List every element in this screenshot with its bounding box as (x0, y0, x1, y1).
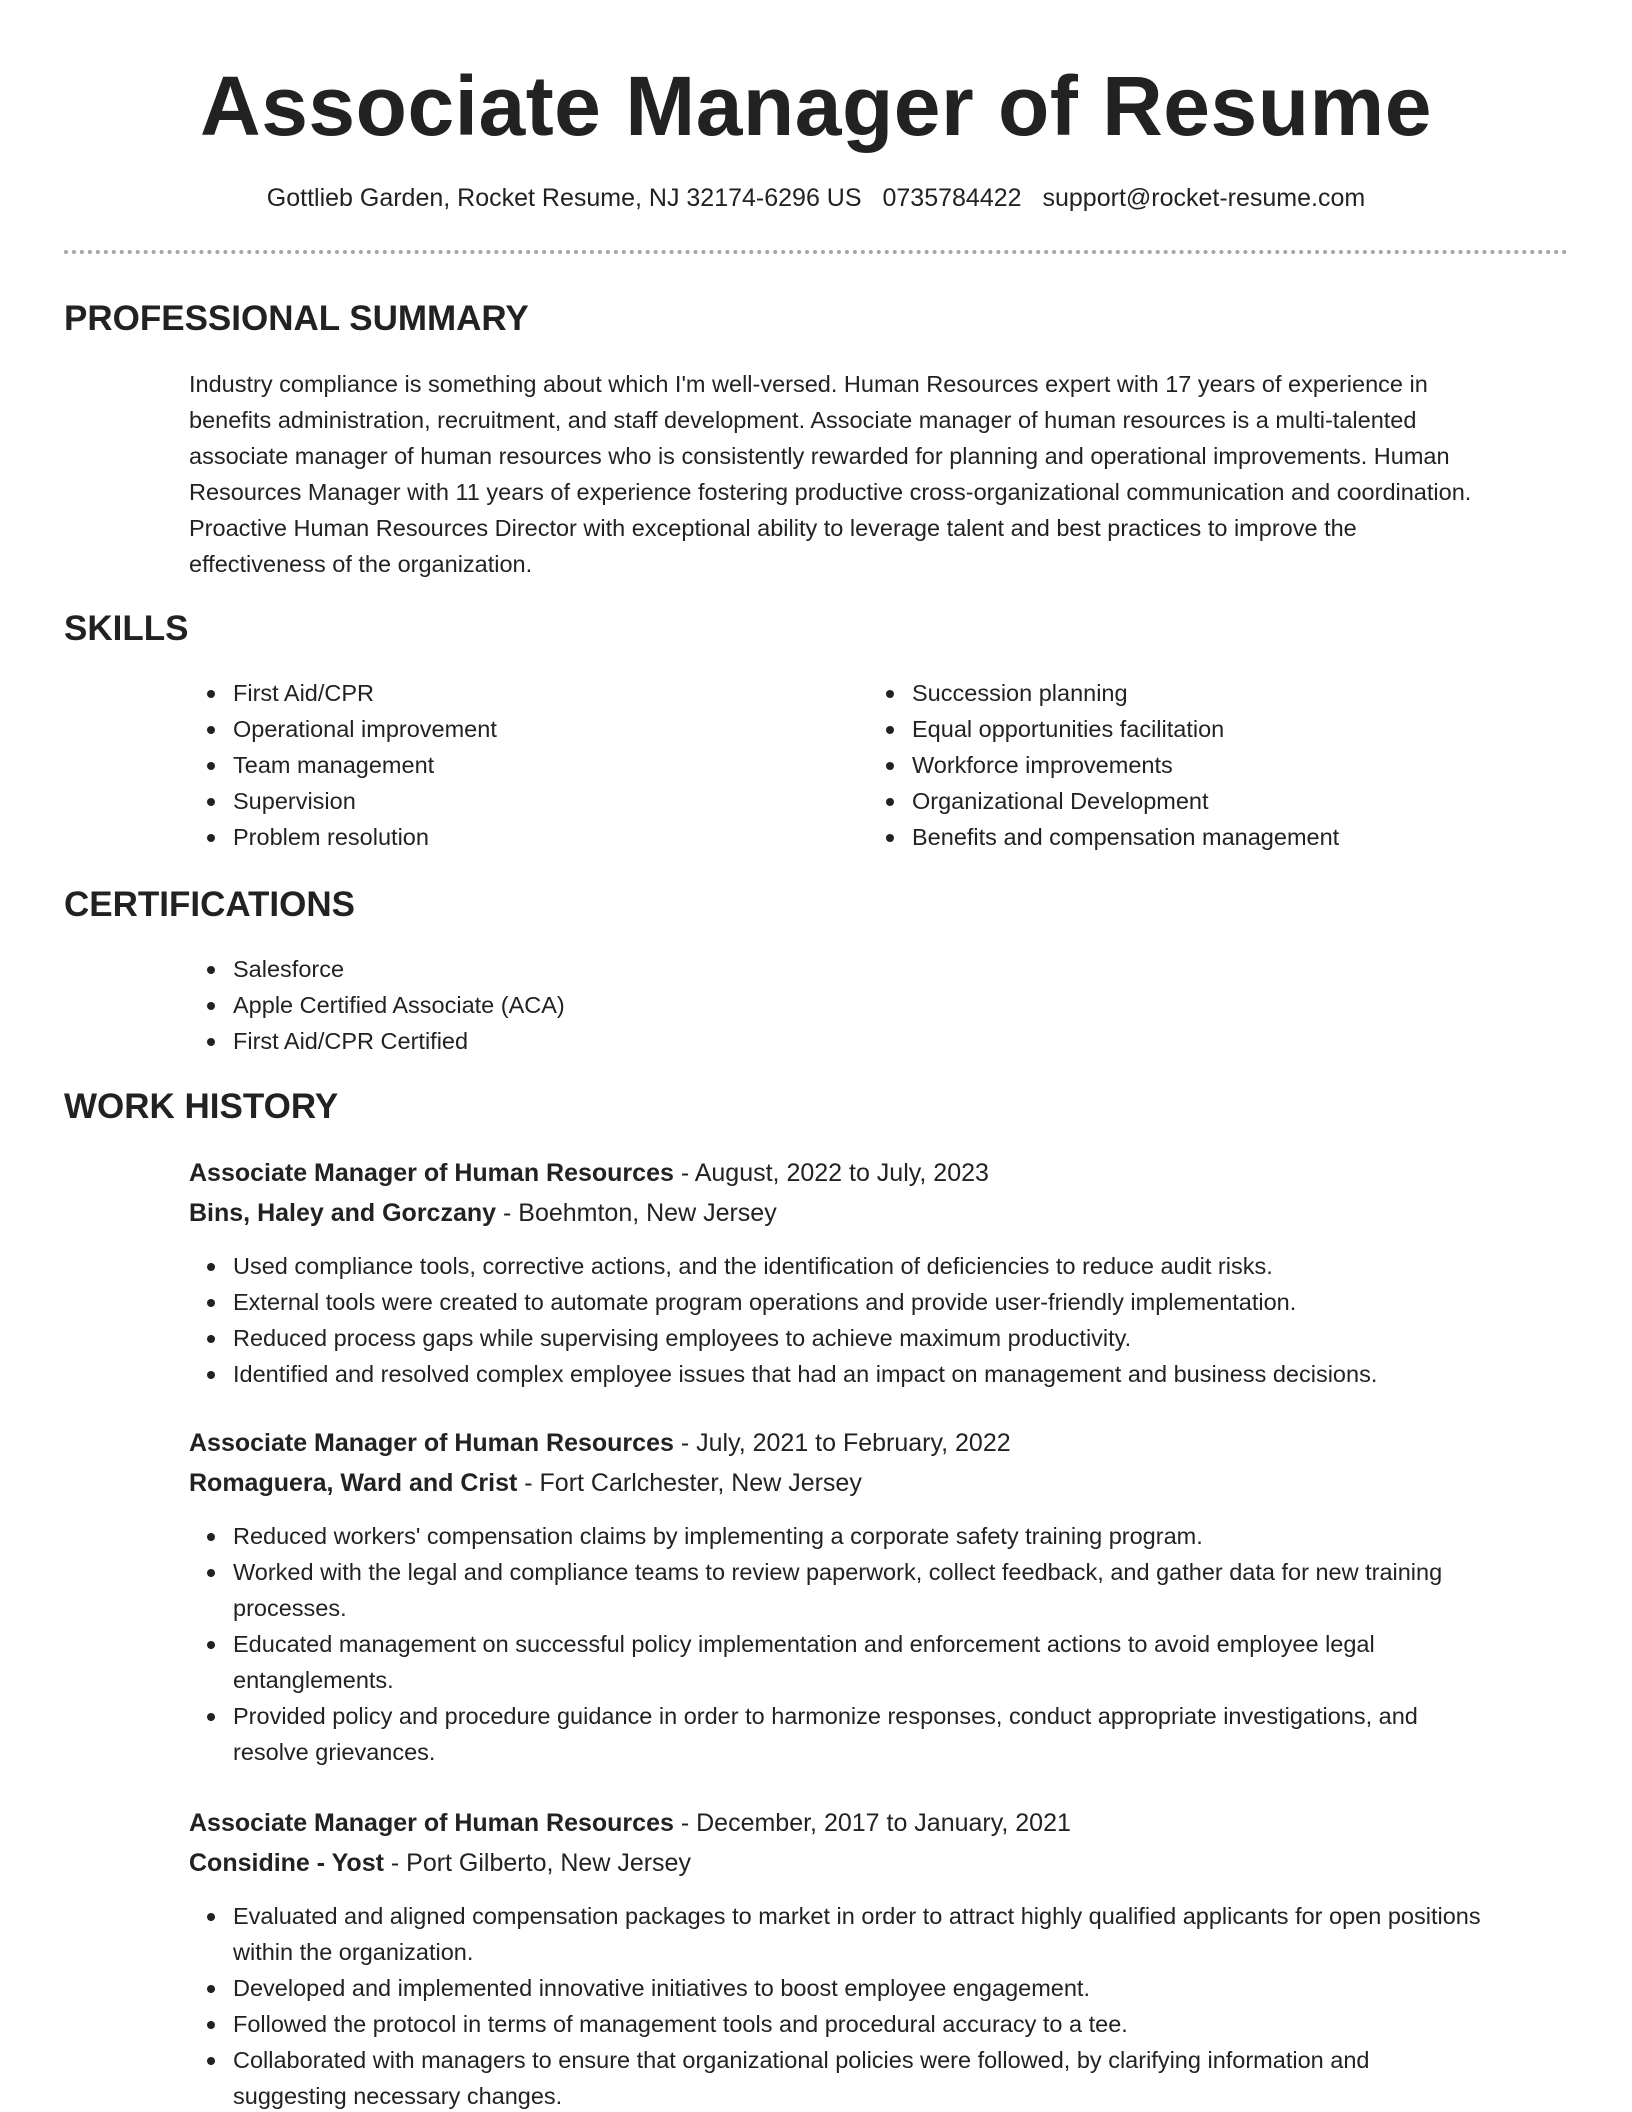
bullet-dot (207, 798, 215, 806)
bullet-dot (207, 762, 215, 770)
job-bullet-text: External tools were created to automate program operations and provide user-friendly implementation. (233, 1289, 1297, 1315)
job-bullet-text: Followed the protocol in terms of management tools and procedural accuracy to a tee. (233, 2011, 1128, 2037)
job-bullet-text-cont: entanglements. (233, 1667, 394, 1693)
bullet-dot (207, 1569, 215, 1577)
certification-item (189, 987, 1569, 1023)
job-bullet-text-cont: suggesting necessary changes. (233, 2083, 563, 2109)
job-bullets (189, 1518, 1569, 1770)
job-dates: - December, 2017 to January, 2021 (673, 1809, 1071, 1837)
job-bullet-text: Developed and implemented innovative initiatives to boost employee engagement. (233, 1975, 1090, 2001)
skill-text: First Aid/CPR (233, 680, 375, 706)
contact-email: support@rocket-resume.com (1042, 184, 1366, 212)
skill-item (868, 783, 1568, 819)
summary-line: Proactive Human Resources Director with exceptional ability to leverage talent and best practices to improve the (189, 515, 1357, 541)
job-bullet (189, 2042, 1569, 2112)
certification-text: Salesforce (233, 956, 345, 982)
job-company-line (189, 1193, 777, 1233)
skills-list-right (868, 675, 1568, 855)
skill-item (868, 675, 1568, 711)
skill-text: Problem resolution (233, 824, 429, 850)
skill-text: Team management (233, 752, 435, 778)
bullet-dot (207, 1038, 215, 1046)
job-company: Bins, Haley and Gorczany (189, 1199, 497, 1227)
certification-item (189, 951, 1569, 987)
job-bullet (189, 1970, 1569, 2006)
job-bullet-text-cont: processes. (233, 1595, 347, 1621)
skill-item (189, 783, 849, 819)
header-divider (64, 250, 1568, 254)
skill-item (189, 711, 849, 747)
summary-line: Industry compliance is something about which I'm well-versed. Human Resources expert with 17 years of experience in (189, 371, 1428, 397)
job-bullet (189, 2006, 1569, 2042)
summary-line: associate manager of human resources who is consistently rewarded for planning and operational improvements. Human (189, 443, 1450, 469)
job-title-line (189, 1423, 1011, 1463)
job-bullet-text: Worked with the legal and compliance teams to review paperwork, collect feedback, and gather data for new training (233, 1559, 1443, 1585)
skill-item (189, 819, 849, 855)
job-bullet-text: Used compliance tools, corrective actions, and the identification of deficiencies to reduce audit risks. (233, 1253, 1273, 1279)
job-bullet (189, 1320, 1569, 1356)
bullet-dot (207, 1533, 215, 1541)
bullet-dot (207, 1913, 215, 1921)
certifications-list (189, 951, 1569, 1059)
resume-name: Associate Manager of Resume (200, 59, 1432, 153)
skill-item (868, 711, 1568, 747)
skill-text: Equal opportunities facilitation (912, 716, 1225, 742)
job-title-line (189, 1803, 1071, 1843)
section-title-certifications: CERTIFICATIONS (64, 885, 356, 924)
bullet-dot (207, 2057, 215, 2065)
skill-item (189, 747, 849, 783)
bullet-dot (886, 726, 894, 734)
job-bullet-text: Evaluated and aligned compensation packages to market in order to attract highly qualified applicants for open positions (233, 1903, 1481, 1929)
skill-item (868, 747, 1568, 783)
job-bullet-text: Collaborated with managers to ensure that organizational policies were followed, by clarifying information and (233, 2047, 1370, 2073)
bullet-dot (886, 690, 894, 698)
job-company-line (189, 1843, 691, 1883)
job-role: Associate Manager of Human Resources (189, 1809, 674, 1837)
job-bullet-text-cont: within the organization. (233, 1939, 474, 1965)
job-bullet-text: Provided policy and procedure guidance in order to harmonize responses, conduct appropriate investigations, and (233, 1703, 1418, 1729)
job-bullet-text-cont: resolve grievances. (233, 1739, 436, 1765)
contact-address: Gottlieb Garden, Rocket Resume, NJ 32174-6296 US (266, 184, 862, 212)
summary-line: Resources Manager with 11 years of experience fostering productive cross-organizational communication and coordination. (189, 479, 1472, 505)
job-company: Romaguera, Ward and Crist (189, 1469, 518, 1497)
skill-text: Benefits and compensation management (912, 824, 1340, 850)
job-title-line (189, 1153, 989, 1193)
section-title-work-history: WORK HISTORY (64, 1087, 339, 1126)
bullet-dot (207, 690, 215, 698)
section-title-skills: SKILLS (64, 609, 189, 648)
job-bullet (189, 1626, 1569, 1698)
section-title-summary: PROFESSIONAL SUMMARY (64, 299, 529, 338)
bullet-dot (207, 966, 215, 974)
job-company: Considine - Yost (189, 1849, 384, 1877)
skill-item (189, 675, 849, 711)
job-bullet (189, 1518, 1569, 1554)
bullet-dot (207, 1002, 215, 1010)
job-bullet-text: Reduced process gaps while supervising employees to achieve maximum productivity. (233, 1325, 1132, 1351)
contact-line (0, 182, 1632, 214)
certification-text: First Aid/CPR Certified (233, 1028, 469, 1054)
job-bullet-text: Reduced workers' compensation claims by implementing a corporate safety training program. (233, 1523, 1203, 1549)
job-bullet-text: Educated management on successful policy implementation and enforcement actions to avoid employee legal (233, 1631, 1375, 1657)
skill-text: Operational improvement (233, 716, 497, 742)
skill-text: Supervision (233, 788, 356, 814)
job-bullets (189, 1898, 1569, 2112)
job-bullet (189, 1248, 1569, 1284)
bullet-dot (886, 762, 894, 770)
job-location: - Port Gilberto, New Jersey (383, 1849, 691, 1877)
bullet-dot (207, 1371, 215, 1379)
job-bullet (189, 1698, 1569, 1770)
job-bullet (189, 1356, 1569, 1392)
job-bullet (189, 1284, 1569, 1320)
job-dates: - August, 2022 to July, 2023 (673, 1159, 989, 1187)
bullet-dot (207, 1335, 215, 1343)
bullet-dot (207, 834, 215, 842)
summary-line: benefits administration, recruitment, and staff development. Associate manager of human resources is a multi-talented (189, 407, 1417, 433)
contact-phone: 0735784422 (882, 184, 1022, 212)
job-bullet-text: Identified and resolved complex employee issues that had an impact on management and business decisions. (233, 1361, 1378, 1387)
bullet-dot (207, 726, 215, 734)
bullet-dot (207, 1263, 215, 1271)
job-role: Associate Manager of Human Resources (189, 1429, 674, 1457)
job-location: - Boehmton, New Jersey (496, 1199, 777, 1227)
job-bullet (189, 1898, 1569, 1970)
bullet-dot (207, 1985, 215, 1993)
bullet-dot (207, 1713, 215, 1721)
skill-item (868, 819, 1568, 855)
bullet-dot (207, 1299, 215, 1307)
summary-line: effectiveness of the organization. (189, 551, 533, 577)
bullet-dot (207, 1641, 215, 1649)
bullet-dot (886, 798, 894, 806)
skill-text: Workforce improvements (912, 752, 1173, 778)
skill-text: Succession planning (912, 680, 1128, 706)
skills-list-left (189, 675, 849, 855)
bullet-dot (207, 2021, 215, 2029)
job-location: - Fort Carlchester, New Jersey (517, 1469, 862, 1497)
certification-item (189, 1023, 1569, 1059)
job-bullets (189, 1248, 1569, 1392)
job-bullet (189, 1554, 1569, 1626)
job-company-line (189, 1463, 862, 1503)
certification-text: Apple Certified Associate (ACA) (233, 992, 565, 1018)
summary-text (189, 366, 1569, 582)
bullet-dot (886, 834, 894, 842)
job-role: Associate Manager of Human Resources (189, 1159, 674, 1187)
skill-text: Organizational Development (912, 788, 1209, 814)
job-dates: - July, 2021 to February, 2022 (673, 1429, 1011, 1457)
